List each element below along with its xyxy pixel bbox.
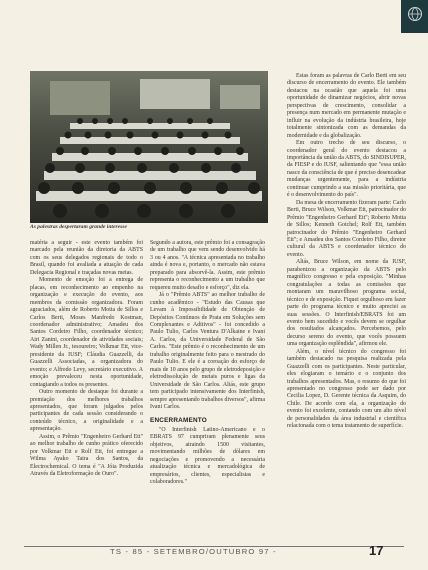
article-column-2 (150, 240, 265, 487)
paragraph: Em outro trecho de seu discurso, o coordenador geral do evento destacou a importância da união da ABTS, do SINDISUPER, da FIESP e do IUSF, salientando que "essa união nasce da consciência de que é preciso desencadear mudanças urgentemente, para a indústria continuar cumprindo a sua missão prioritária, que é o desenvolvimento do país". (287, 140, 406, 199)
article-column-1 (30, 240, 143, 479)
article-column-3 (287, 73, 406, 431)
paragraph: matéria a seguir - este evento também foi marcado pela reunião da diretoria da ABTS com os seus delegados regionais de todo o Brasil, quando foi avaliada a atuação de cada Delegacia Regional e traçadas novas metas. (30, 240, 143, 276)
photo-caption: As palestras despertaram grande interesse (30, 224, 127, 230)
paragraph: Segundo a autora, este prêmio foi a consagração de um trabalho que vem sendo desenvolvido há 3 ou 4 anos. "A técnica apresentada no trabalho ainda é nova e, portanto, o mercado não estava preparado para absorvê-la. Assim, este prêmio representa o reconhecimento a um trabalho que requereu muito desafio e esforço", diz ela. (150, 240, 265, 291)
paragraph: Estas foram as palavras de Carlo Berti em seu discurso de encerramento do evento. Ele também destacou na ocasião que aquela foi uma oportunidade de dinamizar negócios, abrir novas perspectivas de crescimento, consolidar a presença num mercado em permanente mutação e influir na evolução da indústria brasileira, hoje totalmente sintonizada com as demandas da modernidade e da globalização. (287, 73, 406, 139)
globe-icon (407, 6, 423, 22)
paragraph: Da mesa de encerramento fizeram parte: Carlo Berti, Bruce Wilson, Volkmar Ett, patrocinador do Prêmio "Engenheiro Gerhard Ett"; Roberto Motta de Sillos; Kenneth Gotchel; Rolf Ett, também patrocinador do Prêmio "Engenheiro Gerhard Ett"; e Amadeu dos Santos Cordeiro Filho, diretor cultural da ABTS e coordenador técnico do evento. (287, 199, 406, 258)
page-number: 17 (369, 543, 384, 558)
audience-illustration (30, 71, 268, 223)
paragraph: Momento de emoção foi a entrega de placas, em reconhecimento ao empenho na organização e execução do evento, aos membros da comissão organizadora. Foram agraciados, além de Roberto Motta de Sillos e Carlos Berti, Moses Manfredo Kostman, coordenador administrativo; Amadeu dos Santos Cordeiro Filho, coordenador técnico; Airi Zanini, coordenador de atividades sociais; Wady Millen Jr., tesoureiro; Volkmar Ett, vice-presidente da IUSF; Cláudia Guazzelli, da Guazzelli Associadas, a organizadora do evento; e Alfredo Levy, secretário executivo. A emoção prevaleceu nesta oportunidade, contagiando a todos os presentes. (30, 277, 143, 388)
corner-tab (401, 0, 428, 33)
paragraph: Assim, o Prêmio "Engenheiro Gerhard Ett" ao melhor trabalho de cunho prático oferecido por Volkmar Ett e Rolf Ett, foi entregue a Wilma Ayako Taira dos Santos, da Electrochemical. O tema é "A Jóia Produzida Através da Eletroformação de Ouro". (30, 433, 143, 478)
footer-issue-info: TS - 85 - SETEMBRO/OUTUBRO 97 - (110, 547, 277, 556)
paragraph: "O Interfinish Latino-Americano e o EBRATS 97 cumpriram plenamente seus objetivos, atraindo 1500 visitantes, movimentando milhões de dólares em negociações e promovendo a necessária atualização técnica e mercadológica de empresários, clientes, especialistas e colaboradores." (150, 426, 265, 486)
conference-photo (30, 71, 268, 223)
section-heading: ENCERRAMENTO (150, 417, 207, 425)
paragraph: Aliás, Bruce Wilson, em nome da IUSF, parabenizou a organização da ABTS pelo magnífico congresso e pela exposição. "Minhas congratulações a todas as comissões que montaram um maravilhoso programa social, técnico e de exposição. Fiquei orgulhoso em fazer parte do programa técnico e muito apreciei as suas sessões. O Interfinish/EBRATS foi um evento bem sucedido e vocês devem se orgulhar dos resultados alcançados. Percebemos, pelo decurso sereno do evento, que vocês possuem uma organização esplêndida", afirmou ele. (287, 259, 406, 348)
paragraph: Outro momento de destaque foi durante a premiação dos melhores trabalhos apresentados, que foram julgados pelos participantes de cada sessão considerando o conteúdo técnico, a originalidade e a apresentação. (30, 389, 143, 433)
paragraph: Além, o nível técnico do congresso foi também destacado na pesquisa realizada pela Guazzelli com os participantes. Neste particular, eles elogiaram o temário e o conjunto dos trabalhos apresentados. Mas, o resumo do que foi apresentado no congresso pode ser dado por Cecilia Lopez, D. Gerente técnica da Asquim, do Chile. De acordo com ela, a organização do evento foi excelente, contando com um alto nível de personalidades da área industrial e científica relacionada com o tema tratamento de superfície. (287, 348, 406, 430)
paragraph: Já o "Prêmio ABTS" ao melhor trabalho de cunho acadêmico - "Estudo das Causas que Levam à Impossibilidade de Obtenção de Depósitos Contínuos de Prata em Soluções sem Complexantes e Aditivos" - foi concedido a Paulo Tulio, Carlos Ventura D'Alkaine e Ivani A. Carlos, da Universidade Federal de São Carlos. "Este prêmio é o reconhecimento de um trabalho originalmente feito para o mestrado do Paulo Tulio. E ele é a coroação do esforço de mais de 10 anos pelo grupo de eletrodeposição e eletrodissolução de metais puros e ligas da Universidade de São Carlos. Aliás, este grupo tem participado intensivamente dos Interfinish, sempre apresentando trabalhos diversos", afirma Ivani Carlos. (150, 292, 265, 410)
